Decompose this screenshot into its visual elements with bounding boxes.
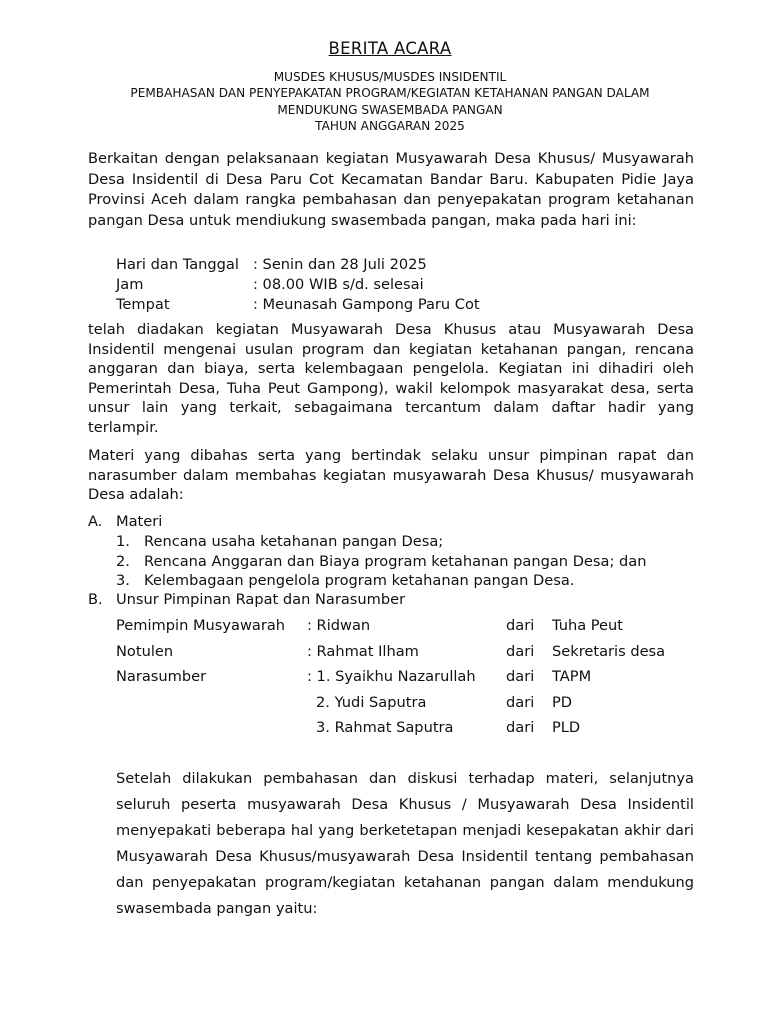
info-value: : Senin dan 28 Juli 2025 <box>253 256 427 273</box>
org-cell: PLD <box>552 719 581 737</box>
role-cell: Narasumber <box>116 668 207 686</box>
materi-list <box>116 532 696 591</box>
list-number: 1. <box>116 533 130 550</box>
list-number: 2. <box>116 552 130 570</box>
list-text: Rencana Anggaran dan Biaya program ketahanan pangan Desa; dan <box>144 552 647 570</box>
table-row <box>116 693 696 719</box>
from-cell: dari <box>506 693 535 711</box>
list-item <box>116 552 696 572</box>
name-cell: 2. Yudi Saputra <box>316 693 427 711</box>
table-row <box>116 616 696 642</box>
section-label: Unsur Pimpinan Rapat dan Narasumber <box>116 591 406 608</box>
subtitle-line: PEMBAHASAN DAN PENYEPAKATAN PROGRAM/KEGIATAN KETAHANAN PANGAN DALAM <box>130 86 650 101</box>
info-label: Hari dan Tanggal <box>116 256 239 273</box>
from-cell: dari <box>506 642 535 660</box>
info-value: : 08.00 WIB s/d. selesai <box>253 275 424 293</box>
name-cell: : Ridwan <box>307 617 371 634</box>
list-text: Rencana usaha ketahanan pangan Desa; <box>144 533 444 550</box>
list-text: Kelembagaan pengelola program ketahanan pangan Desa. <box>144 572 575 590</box>
table-row <box>116 642 696 668</box>
table-row <box>116 667 696 693</box>
name-cell: 3. Rahmat Saputra <box>316 719 454 737</box>
name-cell: : Rahmat Ilham <box>307 642 419 660</box>
section-marker: B. <box>88 591 103 608</box>
role-cell <box>116 718 307 744</box>
info-row <box>116 275 676 295</box>
subtitle-line: MENDUKUNG SWASEMBADA PANGAN <box>277 102 503 117</box>
org-cell: PD <box>552 693 573 711</box>
document-subtitle <box>0 69 768 135</box>
from-cell: dari <box>506 617 535 634</box>
agreement-paragraph: Setelah dilakukan pembahasan dan diskusi terhadap materi, selanjutnya seluruh peserta musyawarah Desa Khusus / Musyawarah Desa Insidentil menyepakati beberapa hal yang berketetapan menjadi kesepakatan akhir dari Musyawarah Desa Khusus/musyawarah Desa Insidentil tentang pembahasan dan penyepakatan program/kegiatan ketahanan pangan dalam mendukung swasembada pangan yaitu: <box>116 770 694 917</box>
info-label: Jam <box>116 275 144 293</box>
role-cell: Notulen <box>116 642 174 660</box>
name-cell: : 1. Syaikhu Nazarullah <box>307 668 476 686</box>
section-b-heading <box>88 590 694 610</box>
info-label: Tempat <box>116 295 170 313</box>
org-cell: Tuha Peut <box>552 617 624 634</box>
from-cell: dari <box>506 719 535 737</box>
org-cell: Sekretaris desa <box>552 642 666 660</box>
subtitle-line: MUSDES KHUSUS/MUSDES INSIDENTIL <box>273 70 507 84</box>
info-row <box>116 295 676 315</box>
table-row <box>116 718 696 744</box>
list-number: 3. <box>116 572 130 590</box>
role-cell: Pemimpin Musyawarah <box>116 617 286 634</box>
list-item <box>116 532 696 552</box>
subtitle-line: TAHUN ANGGARAN 2025 <box>315 119 465 134</box>
event-info <box>116 255 676 314</box>
activity-paragraph: telah diadakan kegiatan Musyawarah Desa Khusus atau Musyawarah Desa Insidentil mengenai usulan program dan kegiatan ketahanan pangan, rencana anggaran dan biaya, serta kelembagaan pengelola. Kegiatan ini dihadiri oleh Pemerintah Desa, Tuha Peut Gampong), wakil kelompok masyarakat desa, serta unsur lain yang terkait, sebagaimana tercantum dalam daftar hadir yang terlampir. <box>88 321 694 436</box>
from-cell: dari <box>506 668 535 686</box>
intro-paragraph: Berkaitan dengan pelaksanaan kegiatan Musyawarah Desa Khusus/ Musyawarah Desa Insidentil di Desa Paru Cot Kecamatan Bandar Baru. Kabupaten Pidie Jaya Provinsi Aceh dalam rangka pembahasan dan penyepakatan program ketahanan pangan Desa untuk mendiukung swasembada pangan, maka pada hari ini: <box>88 150 694 229</box>
leadership-table <box>116 616 696 744</box>
section-label: Materi <box>116 513 163 530</box>
org-cell: TAPM <box>552 668 592 686</box>
info-row <box>116 255 676 275</box>
list-item <box>116 571 696 591</box>
materials-intro-paragraph: Materi yang dibahas serta yang bertindak selaku unsur pimpinan rapat dan narasumber dalam membahas kegiatan musyawarah Desa Khusus/ musyawarah Desa adalah: <box>88 447 694 504</box>
info-value: : Meunasah Gampong Paru Cot <box>253 295 480 313</box>
section-marker: A. <box>88 513 103 530</box>
section-a-heading <box>88 512 694 532</box>
document-title: BERITA ACARA <box>328 39 452 58</box>
role-cell <box>116 693 307 719</box>
